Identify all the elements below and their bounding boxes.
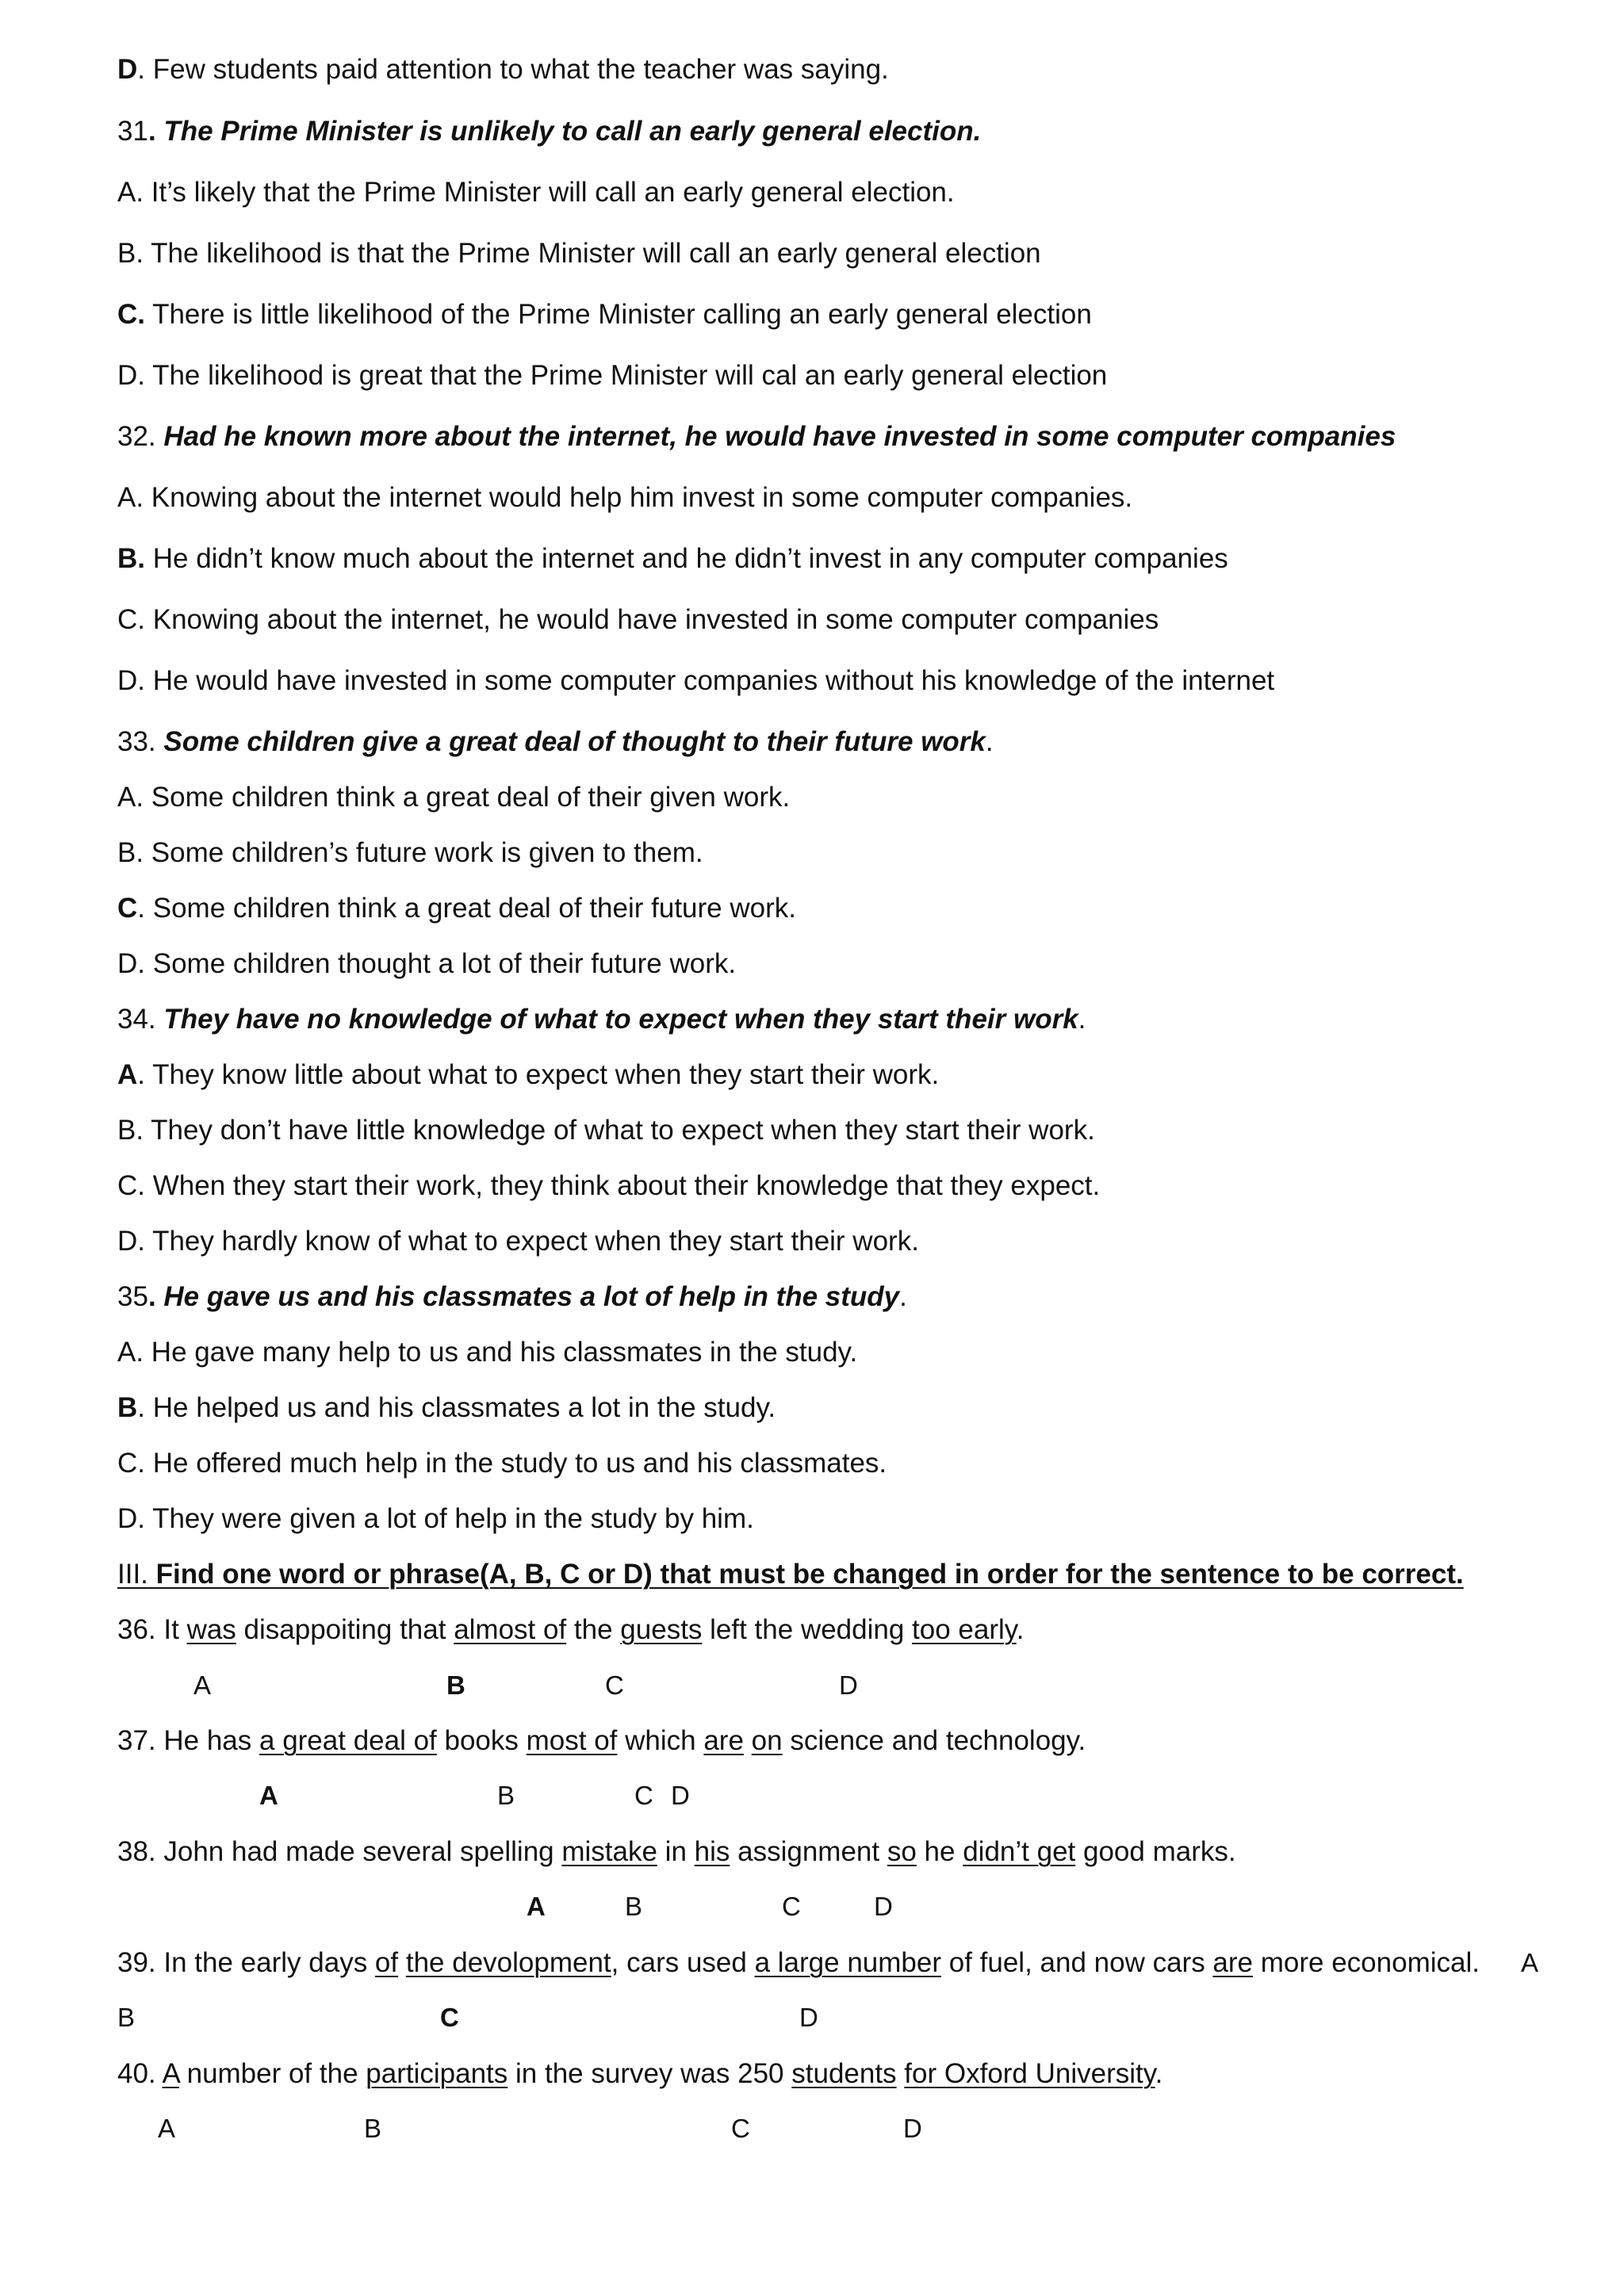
option-b-q34: B. They don’t have little knowledge of what to expect when they start their work. — [117, 1115, 1095, 1146]
question-36: 36. It was disappoiting that almost of the guests left the wedding too early. — [117, 1614, 1025, 1645]
marker-a-q38: A — [527, 1892, 546, 1921]
question-34: 34. They have no knowledge of what to expect when they start their work. — [117, 1004, 1086, 1035]
section-iii-heading: III. Find one word or phrase(A, B, C or D) that must be changed in order for the sentence to be correct. — [117, 1559, 1464, 1590]
marker-c-q36: C — [605, 1670, 624, 1700]
option-b-q32: B. He didn’t know much about the internet and he didn’t invest in any computer companies — [117, 543, 1228, 574]
option-c-q31: C. There is little likelihood of the Prime Minister calling an early general election — [117, 299, 1092, 330]
marker-b-q37: B — [497, 1781, 515, 1810]
marker-a-q37: A — [259, 1781, 278, 1810]
question-37: 37. He has a great deal of books most of which are on science and technology. — [117, 1725, 1086, 1756]
option-c-q35: C. He offered much help in the study to us and his classmates. — [117, 1448, 887, 1479]
marker-b-q38: B — [625, 1892, 643, 1921]
question-35: 35. He gave us and his classmates a lot of help in the study. — [117, 1281, 907, 1312]
marker-a-q39: A — [1521, 1948, 1539, 1977]
option-b-q31: B. The likelihood is that the Prime Minister will call an early general election — [117, 238, 1041, 269]
option-d-q34: D. They hardly know of what to expect when they start their work. — [117, 1226, 919, 1257]
marker-c-q37: C — [634, 1781, 653, 1810]
option-a-q35: A. He gave many help to us and his classmates in the study. — [117, 1337, 858, 1368]
marker-a-q40: A — [158, 2114, 176, 2143]
option-d-q32: D. He would have invested in some computer companies without his knowledge of the internet — [117, 665, 1275, 696]
option-d-q31: D. The likelihood is great that the Prime Minister will cal an early general election — [117, 360, 1108, 391]
marker-a-q36: A — [193, 1670, 212, 1700]
question-40: 40. A number of the participants in the survey was 250 students for Oxford University. — [117, 2058, 1163, 2089]
marker-d-q38: D — [874, 1892, 893, 1921]
option-d-q33: D. Some children thought a lot of their future work. — [117, 948, 737, 979]
question-39: 39. In the early days of the devolopment, cars used a large number of fuel, and now cars are more economical. — [117, 1947, 1480, 1978]
option-a-q33: A. Some children think a great deal of their given work. — [117, 782, 791, 813]
option-d-q35: D. They were given a lot of help in the study by him. — [117, 1503, 754, 1534]
marker-c-q40: C — [731, 2114, 750, 2143]
option-a-q31: A. It’s likely that the Prime Minister will call an early general election. — [117, 177, 955, 208]
option-a-q32: A. Knowing about the internet would help him invest in some computer companies. — [117, 482, 1133, 513]
marker-b-q39: B — [117, 2003, 136, 2032]
option-d-q30: D. Few students paid attention to what the teacher was saying. — [117, 54, 889, 85]
option-c-q32: C. Knowing about the internet, he would have invested in some computer companies — [117, 604, 1159, 635]
option-c-q33: C. Some children think a great deal of their future work. — [117, 893, 796, 924]
marker-d-q40: D — [903, 2114, 922, 2143]
marker-d-q37: D — [671, 1781, 690, 1810]
question-33: 33. Some children give a great deal of thought to their future work. — [117, 726, 994, 757]
question-32: 32. Had he known more about the internet, he would have invested in some computer companies — [117, 421, 1396, 452]
option-b-q35: B. He helped us and his classmates a lot in the study. — [117, 1392, 776, 1423]
question-31: 31. The Prime Minister is unlikely to call an early general election. — [117, 116, 982, 147]
marker-c-q38: C — [782, 1892, 801, 1921]
marker-d-q39: D — [799, 2003, 818, 2032]
option-a-q34: A. They know little about what to expect when they start their work. — [117, 1059, 940, 1090]
marker-c-q39: C — [440, 2003, 459, 2032]
option-b-q33: B. Some children’s future work is given to them. — [117, 837, 703, 868]
question-38: 38. John had made several spelling mistake in his assignment so he didn’t get good marks. — [117, 1836, 1236, 1867]
marker-b-q36: B — [446, 1670, 465, 1700]
marker-d-q36: D — [839, 1670, 858, 1700]
option-c-q34: C. When they start their work, they think about their knowledge that they expect. — [117, 1170, 1101, 1201]
marker-b-q40: B — [364, 2114, 382, 2143]
